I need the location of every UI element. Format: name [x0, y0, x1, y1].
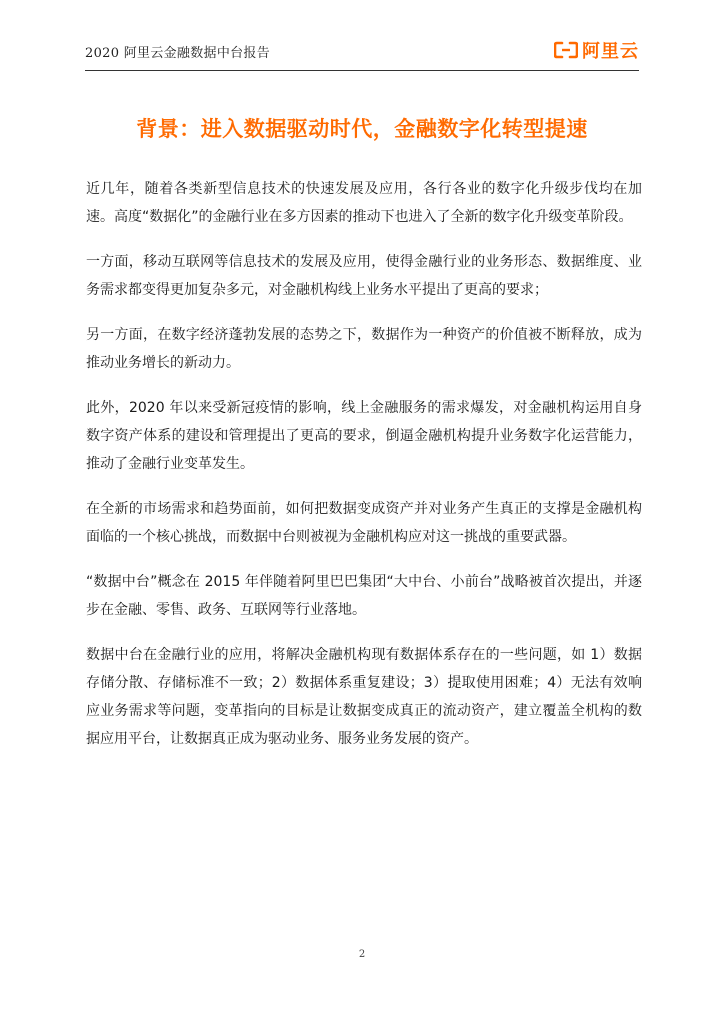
alibaba-cloud-logo-icon [554, 41, 578, 59]
alibaba-cloud-logo [554, 37, 639, 63]
section-heading: 背景：进入数据驱动时代，金融数字化转型提速 [136, 117, 588, 141]
page-number: 2 [358, 949, 366, 960]
page-header [85, 36, 639, 71]
logo-text: 阿里云 [582, 41, 639, 62]
paragraph: 一方面，移动互联网等信息技术的发展及应用，使得金融行业的业务形态、数据维度、业务需求都变得更加复杂多元，对金融机构线上业务水平提出了更高的要求； [86, 254, 642, 298]
paragraph: “数据中台”概念在 2015 年伴随着阿里巴巴集团“大中台、小前台”战略被首次提出，并逐步在金融、零售、政务、互联网等行业落地。 [86, 574, 642, 618]
body-content [86, 175, 642, 770]
paragraph: 数据中台在金融行业的应用，将解决金融机构现有数据体系存在的一些问题，如 1）数据存储分散、存储标准不一致；2）数据体系重复建设；3）提取使用困难；4）无法有效响应业务需求等问题，变革指向的目标是让数据变成真正的流动资产，建立覆盖全机构的数据应用平台，让数据真正成为驱动业务、服务业务发展的资产。 [86, 647, 642, 747]
paragraph: 近几年，随着各类新型信息技术的快速发展及应用，各行各业的数字化升级步伐均在加速。高度“数据化”的金融行业在多方因素的推动下也进入了全新的数字化升级变革阶段。 [86, 181, 642, 225]
paragraph: 另一方面，在数字经济蓬勃发展的态势之下，数据作为一种资产的价值被不断释放，成为推动业务增长的新动力。 [86, 327, 642, 371]
paragraph: 此外，2020 年以来受新冠疫情的影响，线上金融服务的需求爆发，对金融机构运用自身数字资产体系的建设和管理提出了更高的要求，倒逼金融机构提升业务数字化运营能力，推动了金融行业变革发生。 [86, 400, 642, 472]
report-title: 2020 阿里云金融数据中台报告 [85, 46, 271, 61]
paragraph: 在全新的市场需求和趋势面前，如何把数据变成资产并对业务产生真正的支撑是金融机构面临的一个核心挑战，而数据中台则被视为金融机构应对这一挑战的重要武器。 [86, 501, 642, 545]
